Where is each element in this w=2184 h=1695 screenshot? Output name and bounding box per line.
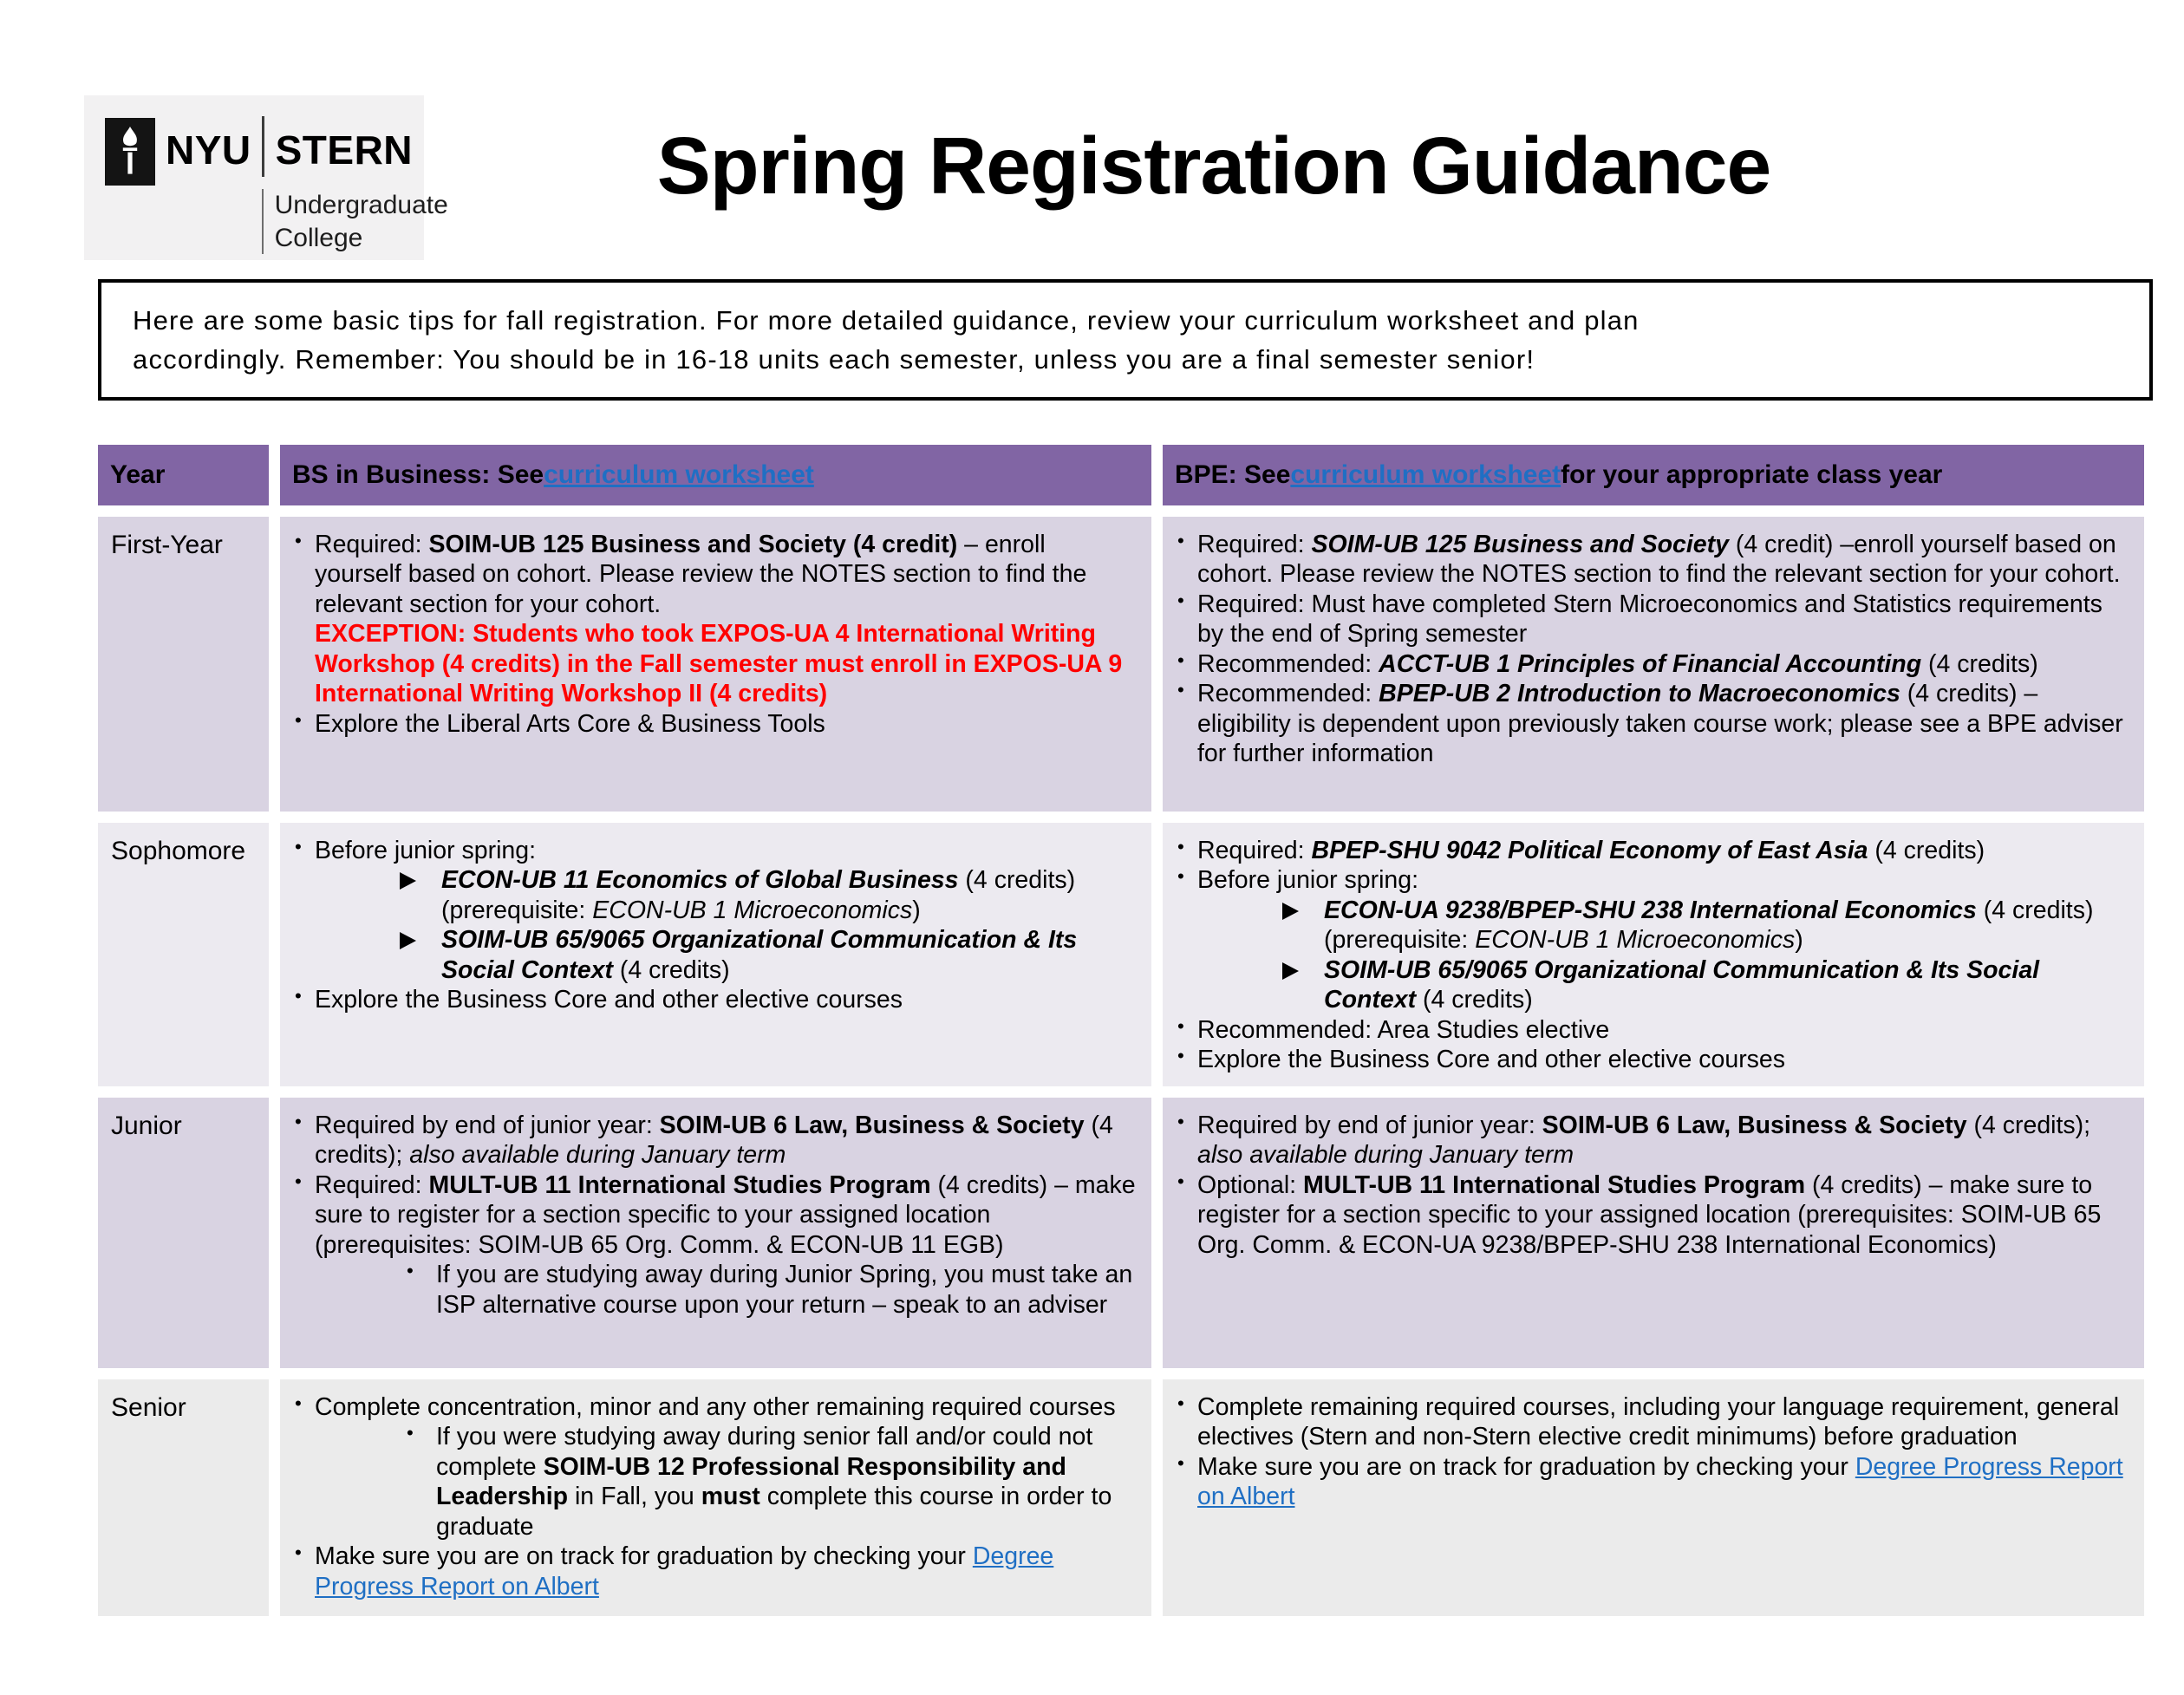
list-item <box>1163 590 2130 649</box>
text-run: Complete remaining required courses, including your language requirement, general electives (Stern and non-Stern elective credit minimums) before graduation <box>1197 1393 2120 1451</box>
list-item <box>1163 955 2130 1015</box>
dot-bullet-icon: • <box>1177 1045 1184 1067</box>
registration-guidance-table <box>98 445 2144 1616</box>
bs-cell-first-year <box>280 517 1151 812</box>
dot-bullet-icon: • <box>1177 865 1184 888</box>
text-run: ) <box>912 896 921 924</box>
text-run: ) <box>1795 926 1803 955</box>
text-run: also available during January term <box>1197 1141 1574 1170</box>
text-run: Required by end of junior year: <box>1197 1112 1542 1139</box>
list-item <box>280 709 1138 739</box>
list-item <box>1163 649 2130 679</box>
dot-bullet-icon: • <box>1177 530 1184 551</box>
text-run: Required: <box>315 1170 429 1199</box>
text-run: ECON-UB 11 Economics of Global Business <box>441 866 959 895</box>
text-run: ECON-UB 1 Microeconomics <box>592 896 913 924</box>
bs-cell-senior <box>280 1379 1151 1616</box>
dot-bullet-icon: • <box>295 708 302 731</box>
text-run: – enroll yourself based on cohort. Please review the NOTES section to find the relevant section for your cohort. <box>315 531 1087 618</box>
text-run: for your appropriate class year <box>1561 460 1943 489</box>
arrow-bullet-icon <box>1282 903 1299 920</box>
text-run: SOIM-UB 65/9065 Organizational Communication & Its Social Context <box>441 926 1078 984</box>
text-run: (4 credits) <box>1416 986 1533 1014</box>
list-item <box>1163 836 2130 865</box>
text-run: Required by end of junior year: <box>315 1112 660 1139</box>
text-run: SOIM-UB 125 Business and Society <box>1311 531 1729 558</box>
dot-bullet-icon: • <box>1177 1451 1184 1474</box>
table-header-year <box>98 445 269 505</box>
year-cell-sophomore <box>98 823 269 1086</box>
nyu-stern-logo <box>84 95 448 260</box>
list-item <box>280 925 1138 985</box>
list-item <box>1163 1392 2130 1452</box>
dot-bullet-icon: • <box>1177 1392 1184 1414</box>
text-run: BPEP-UB 2 Introduction to Macroeconomics <box>1379 680 1900 708</box>
text-run: ACCT-UB 1 Principles of Financial Accounting <box>1379 649 1922 678</box>
intro-box <box>98 279 2153 401</box>
year-cell-junior <box>98 1098 269 1368</box>
dot-bullet-icon: • <box>295 1542 302 1564</box>
text-run: BPE: See <box>1175 460 1291 489</box>
list-item <box>1163 1045 2130 1074</box>
text-run: (4 credits); <box>315 1112 1113 1170</box>
year-label: Senior <box>111 1393 186 1422</box>
logo-college-line1: Undergraduate <box>274 191 448 219</box>
intro-line-1: Here are some basic tips for fall registration. For more detailed guidance, review your curriculum worksheet and plan <box>133 305 1640 336</box>
list-item <box>280 530 1138 619</box>
text-run: MULT-UB 11 International Studies Program <box>1303 1170 1806 1199</box>
bpe-degree-progress-report-link[interactable]: Degree Progress Report on Albert <box>1197 1452 2123 1511</box>
dot-bullet-icon: • <box>407 1422 414 1444</box>
text-run: Recommended: Area Studies elective <box>1197 1015 1610 1044</box>
text-run: (4 credit) –enroll yourself based on cohort. Please review the NOTES section to find the relevant section for your cohort. <box>1197 531 2121 589</box>
page-title: Spring Registration Guidance <box>656 121 1771 211</box>
bpe-cell-senior <box>1163 1379 2144 1616</box>
text-run: ECON-UA 9238/BPEP-SHU 238 International Economics <box>1324 896 1977 924</box>
bpe-cell-sophomore <box>1163 823 2144 1086</box>
list-item <box>1163 865 2130 895</box>
logo-right-column <box>262 116 448 254</box>
list-item <box>280 1422 1138 1542</box>
text-run: If you are studying away during Junior Spring, you must take an ISP alternative course upon your return – speak to an adviser <box>436 1261 1133 1319</box>
text-run: Explore the Business Core and other elective courses <box>1197 1046 1786 1074</box>
list-item <box>1163 896 2130 955</box>
text-run: (4 credits) <box>612 955 730 984</box>
list-item <box>280 1260 1138 1320</box>
year-label: Sophomore <box>111 837 246 865</box>
text-run: (4 credits) <box>1868 837 1985 864</box>
table-header-bpe <box>1163 445 2144 505</box>
dot-bullet-icon: • <box>1177 836 1184 857</box>
text-run: MULT-UB 11 International Studies Program <box>428 1170 931 1199</box>
text-run: (4 credits) <box>1921 649 2038 678</box>
text-run: BPEP-SHU 9042 Political Economy of East Asia <box>1311 837 1868 864</box>
text-run: Required: <box>315 531 429 558</box>
text-run: (4 credits) (prerequisite: <box>441 866 1076 924</box>
text-run: Complete concentration, minor and any other remaining required courses <box>315 1393 1116 1421</box>
text-run: Make sure you are on track for graduation by checking your <box>1197 1452 1855 1481</box>
list-item <box>1163 1015 2130 1045</box>
list-item <box>1163 679 2130 768</box>
list-item <box>280 836 1138 865</box>
text-run: Explore the Business Core and other elective courses <box>315 986 903 1014</box>
text-run: Explore the Liberal Arts Core & Business Tools <box>315 709 825 738</box>
text-run: (4 credits) – make sure to register for a section specific to your assigned location (prerequisites: SOIM-UB 65 Org. Comm. & ECON-UB 11 EGB) <box>315 1170 1136 1259</box>
bs-cell-junior <box>280 1098 1151 1368</box>
arrow-bullet-icon <box>400 872 416 890</box>
dot-bullet-icon: • <box>407 1260 414 1282</box>
dot-bullet-icon: • <box>1177 649 1184 671</box>
text-run: Required: <box>1197 837 1312 864</box>
bs-curriculum-worksheet-link[interactable]: curriculum worksheet <box>544 460 814 489</box>
list-item <box>1163 1452 2130 1512</box>
text-run: Required: Must have completed Stern Microeconomics and Statistics requirements by the end of Spring semester <box>1197 590 2103 649</box>
bpe-cell-first-year <box>1163 517 2144 812</box>
dot-bullet-icon: • <box>1177 1014 1184 1037</box>
list-item <box>280 1392 1138 1422</box>
text-run: must <box>701 1483 760 1511</box>
text-run: SOIM-UB 6 Law, Business & Society <box>1542 1112 1967 1139</box>
text-run: also available during January term <box>409 1141 786 1170</box>
text-run: SOIM-UB 12 Professional Responsibility and Leadership <box>436 1452 1066 1511</box>
text-run: ECON-UB 1 Microeconomics <box>1475 926 1796 955</box>
arrow-bullet-icon <box>1282 962 1299 980</box>
dot-bullet-icon: • <box>295 1111 302 1132</box>
text-run: Before junior spring: <box>315 837 537 864</box>
text-run: Year <box>110 460 166 489</box>
text-run: Optional: <box>1197 1170 1303 1199</box>
dot-bullet-icon: • <box>1177 679 1184 701</box>
text-run: Make sure you are on track for graduation by checking your <box>315 1542 973 1571</box>
intro-line-2: accordingly. Remember: You should be in 16-18 units each semester, unless you are a final semester senior! <box>133 343 1535 375</box>
logo-stern-text: STERN <box>262 116 448 177</box>
list-item <box>280 1542 1138 1601</box>
text-run: (4 credits) – make sure to register for a section specific to your assigned location (prerequisites: SOIM-UB 65 Org. Comm. & ECON-UA 9238/BPEP-SHU 238 International Economics) <box>1197 1170 2102 1259</box>
text-run: complete this course in order to graduate <box>436 1483 1112 1541</box>
bs-degree-progress-report-link[interactable]: Degree Progress Report on Albert <box>315 1542 1054 1600</box>
logo-top-row <box>105 116 448 254</box>
dot-bullet-icon: • <box>1177 1170 1184 1192</box>
list-item <box>1163 1170 2130 1260</box>
dot-bullet-icon: • <box>1177 1111 1184 1132</box>
bs-cell-sophomore <box>280 823 1151 1086</box>
text-run: SOIM-UB 6 Law, Business & Society <box>659 1112 1085 1139</box>
text-run: Before junior spring: <box>1197 866 1419 895</box>
year-cell-senior <box>98 1379 269 1616</box>
dot-bullet-icon: • <box>295 836 302 857</box>
dot-bullet-icon: • <box>295 985 302 1007</box>
logo-college-line2: College <box>274 223 363 252</box>
dot-bullet-icon: • <box>295 1170 302 1192</box>
logo-college-text <box>262 189 448 254</box>
text-run: (4 credits) – eligibility is dependent upon previously taken course work; please see a BPE adviser for further information <box>1197 680 2123 768</box>
text-run: Required: <box>1197 531 1312 558</box>
text-run: (4 credits) (prerequisite: <box>1324 896 2094 955</box>
dot-bullet-icon: • <box>295 1392 302 1414</box>
text-run: SOIM-UB 65/9065 Organizational Communication & Its Social Context <box>1324 955 2040 1014</box>
text-run: Recommended: <box>1197 680 1379 708</box>
list-item <box>280 985 1138 1014</box>
text-run: (4 credits); <box>1966 1112 2091 1139</box>
text-run: If you were studying away during senior fall and/or could not complete <box>436 1423 1093 1481</box>
text-run: in Fall, you <box>568 1483 701 1511</box>
year-label: First-Year <box>111 531 223 559</box>
text-run: Recommended: <box>1197 649 1379 678</box>
list-item <box>1163 1111 2130 1170</box>
text-run: SOIM-UB 125 Business and Society (4 credit) <box>428 531 958 558</box>
torch-icon <box>105 118 155 190</box>
text-run: BS in Business: See <box>292 460 544 489</box>
list-item <box>280 865 1138 925</box>
table-header-bs <box>280 445 1151 505</box>
list-item <box>280 1170 1138 1260</box>
bpe-cell-junior <box>1163 1098 2144 1368</box>
text-run: EXCEPTION: Students who took EXPOS-UA 4 International Writing Workshop (4 credits) in the Fall semester must enroll in EXPOS-UA 9 International Writing Workshop II (4 credits) <box>315 620 1123 708</box>
list-item <box>280 619 1138 708</box>
year-cell-first-year <box>98 517 269 812</box>
logo-nyu-text: NYU <box>166 127 251 173</box>
bpe-curriculum-worksheet-link[interactable]: curriculum worksheet <box>1290 460 1561 489</box>
year-label: Junior <box>111 1112 182 1140</box>
dot-bullet-icon: • <box>295 530 302 551</box>
list-item <box>280 1111 1138 1170</box>
list-item <box>1163 530 2130 590</box>
dot-bullet-icon: • <box>1177 589 1184 611</box>
arrow-bullet-icon <box>400 932 416 949</box>
